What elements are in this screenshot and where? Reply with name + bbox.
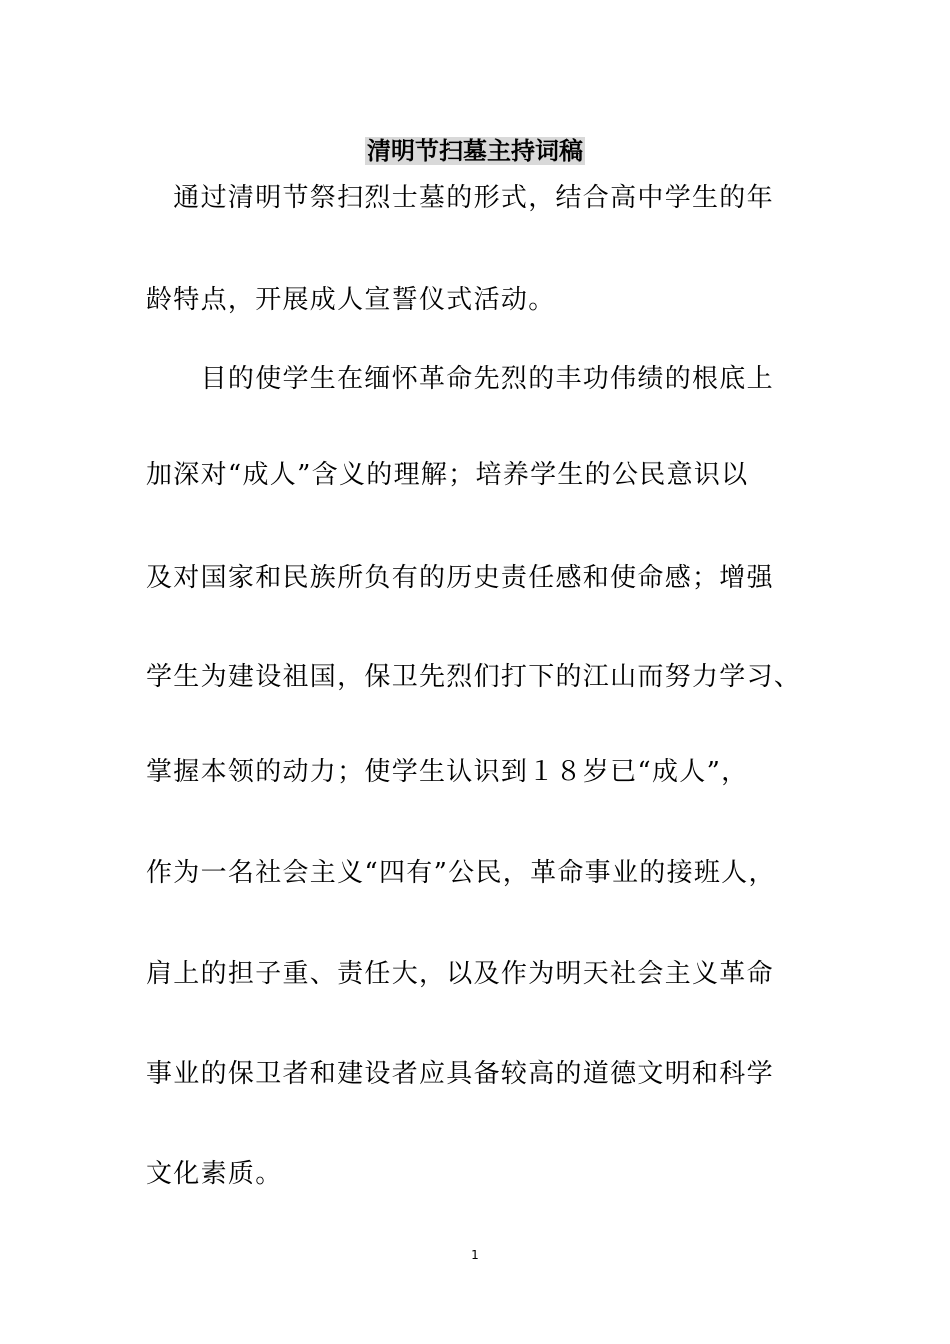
body-line: 肩上的担子重、责任大，以及作为明天社会主义革命 [146, 959, 774, 989]
body-line: 通过清明节祭扫烈士墓的形式，结合高中学生的年 [146, 183, 774, 213]
body-line: 及对国家和民族所负有的历史责任感和使命感；增强 [146, 563, 774, 593]
body-line: 文化素质。 [146, 1159, 283, 1189]
body-line: 龄特点，开展成人宣誓仪式活动。 [146, 285, 556, 315]
page-title-text: 清明节扫墓主持词稿 [367, 137, 583, 165]
body-line: 事业的保卫者和建设者应具备较高的道德文明和科学 [146, 1059, 774, 1089]
body-line: 学生为建设祖国，保卫先烈们打下的江山而努力学习、 [146, 662, 802, 692]
page-title [0, 134, 950, 168]
body-line: 掌握本领的动力；使学生认识到１８岁已“成人”， [146, 757, 749, 787]
body-line: 目的使学生在缅怀革命先烈的丰功伟绩的根底上 [146, 364, 774, 394]
body-line: 作为一名社会主义“四有”公民，革命事业的接班人， [146, 858, 776, 888]
page-number: 1 [471, 1248, 479, 1262]
body-line: 加深对“成人”含义的理解；培养学生的公民意识以 [146, 460, 749, 490]
